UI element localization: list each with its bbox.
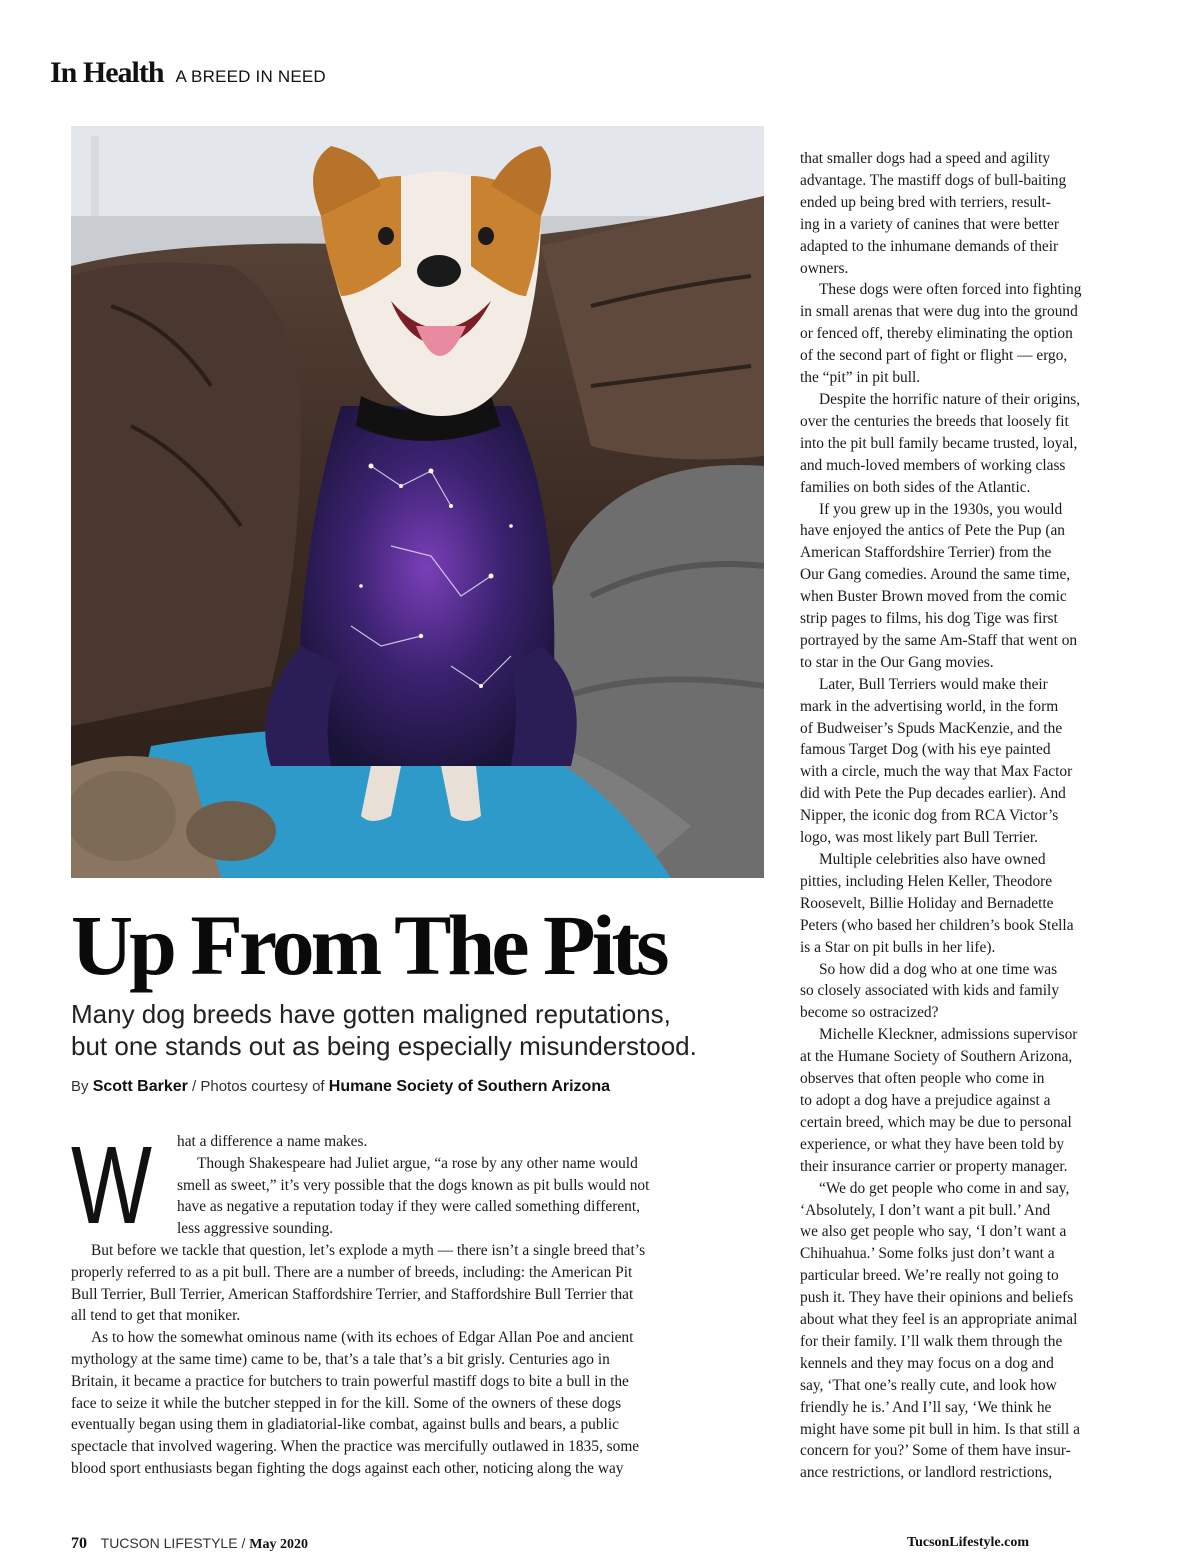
text-line: we also get people who say, ‘I don’t want a (800, 1223, 1067, 1241)
text-line: to adopt a dog have a prejudice against a (800, 1091, 1051, 1109)
section-subtitle: A BREED IN NEED (175, 67, 326, 86)
text-line: ing in a variety of canines that were better (800, 215, 1059, 233)
photo-credit: Humane Society of Southern Arizona (328, 1078, 610, 1095)
text-line: As to how the somewhat ominous name (with its echoes of Edgar Allan Poe and ancient (91, 1329, 634, 1347)
text-line: Chihuahua.’ Some folks just don’t want a (800, 1245, 1055, 1263)
text-line: American Staffordshire Terrier) from the (800, 544, 1052, 562)
dog-photo-illustration (71, 126, 764, 878)
text-line: did with Pete the Pup decades earlier). And (800, 785, 1066, 803)
text-line: “We do get people who come in and say, (819, 1179, 1070, 1197)
text-line: properly referred to as a pit bull. There are a number of breeds, including: the American Pit (71, 1263, 633, 1281)
text-line: hat a difference a name makes. (177, 1133, 368, 1150)
deck-line: Many dog breeds have gotten maligned reputations, (71, 999, 671, 1029)
section-name: In Health (50, 56, 164, 89)
text-line: might have some pit bull in him. Is that still a (800, 1420, 1080, 1438)
page-footer (71, 1535, 308, 1553)
text-line: adapted to the inhumane demands of their (800, 237, 1059, 255)
text-line: advantage. The mastiff dogs of bull-baiting (800, 171, 1067, 189)
text-line: experience, or what they have been told by (800, 1135, 1065, 1153)
text-line: mark in the advertising world, in the form (800, 697, 1059, 715)
text-line: all tend to get that moniker. (71, 1307, 241, 1325)
byline (71, 1078, 610, 1096)
text-line: mythology at the same time) came to be, that’s a tale that’s a bit grisly. Centuries ago in (71, 1350, 610, 1368)
text-line: friendly he is.’ And I’ll say, ‘We think he (800, 1398, 1052, 1416)
publication-name: TUCSON LIFESTYLE / (100, 1535, 246, 1551)
text-line: of Budweiser’s Spuds MacKenzie, and the (800, 719, 1063, 737)
text-line: or fenced off, thereby eliminating the option (800, 325, 1073, 343)
text-line: If you grew up in the 1930s, you would (819, 500, 1063, 518)
text-line: when Buster Brown moved from the comic (800, 588, 1067, 606)
text-line: These dogs were often forced into fighting (819, 281, 1082, 299)
text-line: observes that often people who come in (800, 1070, 1045, 1088)
text-line: ‘Absolutely, I don’t want a pit bull.’ And (800, 1201, 1051, 1219)
author-name: Scott Barker (92, 1078, 188, 1095)
text-line: Multiple celebrities also have owned (819, 851, 1046, 868)
article-deck (71, 998, 771, 1062)
text-line: have as negative a reputation today if they were called something different, (177, 1198, 640, 1216)
text-line: So how did a dog who at one time was (819, 960, 1058, 978)
text-line: certain breed, which may be due to personal (800, 1113, 1072, 1131)
text-line: concern for you?’ Some of them have insur- (800, 1442, 1071, 1460)
text-line: owners. (800, 259, 849, 277)
article-body-left-column (71, 1124, 751, 1480)
text-line: strip pages to films, his dog Tige was first (800, 610, 1058, 628)
text-line: the “pit” in pit bull. (800, 369, 921, 387)
text-line: that smaller dogs had a speed and agility (800, 150, 1051, 167)
text-line: families on both sides of the Atlantic. (800, 478, 1031, 496)
text-line: for their family. I’ll walk them through the (800, 1332, 1063, 1350)
text-line: so closely associated with kids and family (800, 982, 1060, 1000)
text-line: over the centuries the breeds that loosely fit (800, 412, 1069, 430)
page-number: 70 (71, 1535, 87, 1552)
photo-credit-prefix: / Photos courtesy of (192, 1078, 325, 1095)
text-line: of the second part of fight or flight — ergo, (800, 347, 1068, 365)
text-line: become so ostracized? (800, 1004, 939, 1022)
text-line: Though Shakespeare had Juliet argue, “a rose by any other name would (197, 1154, 638, 1172)
text-line: But before we tackle that question, let’s explode a myth — there isn’t a single breed that’s (91, 1241, 646, 1259)
text-line: logo, was most likely part Bull Terrier. (800, 829, 1039, 847)
text-line: pitties, including Helen Keller, Theodore (800, 872, 1053, 890)
text-line: Our Gang comedies. Around the same time, (800, 566, 1071, 584)
deck-line: but one stands out as being especially misunderstood. (71, 1031, 697, 1061)
text-line: ended up being bred with terriers, result- (800, 193, 1051, 211)
text-line: Despite the horrific nature of their origins, (819, 390, 1081, 408)
text-line: have enjoyed the antics of Pete the Pup (an (800, 522, 1065, 540)
text-line: Roosevelt, Billie Holiday and Bernadette (800, 894, 1054, 912)
text-line: their insurance carrier or property manager. (800, 1157, 1068, 1175)
text-line: portrayed by the same Am-Staff that went on (800, 631, 1078, 649)
text-line: and much-loved members of working class (800, 456, 1066, 474)
text-line: into the pit bull family became trusted, loyal, (800, 434, 1078, 452)
text-line: to star in the Our Gang movies. (800, 653, 994, 671)
text-line: less aggressive sounding. (177, 1220, 334, 1238)
text-line: Britain, it became a practice for butchers to train powerful mastiff dogs to bite a bull in the (71, 1372, 629, 1390)
dog-photo (71, 126, 764, 878)
issue-date: May 2020 (249, 1537, 308, 1552)
text-line: push it. They have their opinions and beliefs (800, 1289, 1074, 1307)
text-line: kennels and they may focus on a dog and (800, 1354, 1054, 1372)
text-line: spectacle that involved wagering. When the practice was mercifully outlawed in 1835, some (71, 1438, 640, 1456)
drop-cap: W (71, 1124, 152, 1247)
text-line: Bull Terrier, Bull Terrier, American Staffordshire Terrier, and Staffordshire Bull Terrier that (71, 1285, 634, 1303)
text-line: in small arenas that were dug into the ground (800, 303, 1078, 321)
text-line: Peters (who based her children’s book Stella (800, 916, 1074, 934)
text-line: with a circle, much the way that Max Factor (800, 763, 1073, 781)
byline-prefix: By (71, 1078, 89, 1095)
text-line: say, ‘That one’s really cute, and look how (800, 1376, 1057, 1394)
text-line: Nipper, the iconic dog from RCA Victor’s (800, 807, 1059, 825)
text-line: blood sport enthusiasts began fighting the dogs against each other, noticing along the way (71, 1459, 624, 1477)
website-link[interactable]: TucsonLifestyle.com (907, 1535, 1029, 1550)
text-line: about what they feel is an appropriate animal (800, 1311, 1078, 1329)
text-line: smell as sweet,” it’s very possible that the dogs known as pit bulls would not (177, 1176, 650, 1194)
text-line: eventually began using them in gladiatorial-like combat, against bulls and bears, a public (71, 1416, 619, 1434)
text-line: at the Humane Society of Southern Arizona, (800, 1048, 1073, 1066)
article-headline: Up From The Pits (71, 897, 666, 993)
text-line: famous Target Dog (with his eye painted (800, 741, 1051, 759)
text-line: face to seize it while the butcher stepped in for the kill. Some of the owners of these dogs (71, 1394, 622, 1412)
text-line: Michelle Kleckner, admissions supervisor (819, 1026, 1078, 1044)
text-line: is a Star on pit bulls in her life). (800, 938, 996, 956)
text-line: particular breed. We’re really not going to (800, 1267, 1059, 1285)
text-line: ance restrictions, or landlord restrictions, (800, 1464, 1053, 1482)
section-header (50, 56, 326, 90)
article-body-right-column (800, 148, 1140, 1484)
text-line: Later, Bull Terriers would make their (819, 675, 1048, 693)
